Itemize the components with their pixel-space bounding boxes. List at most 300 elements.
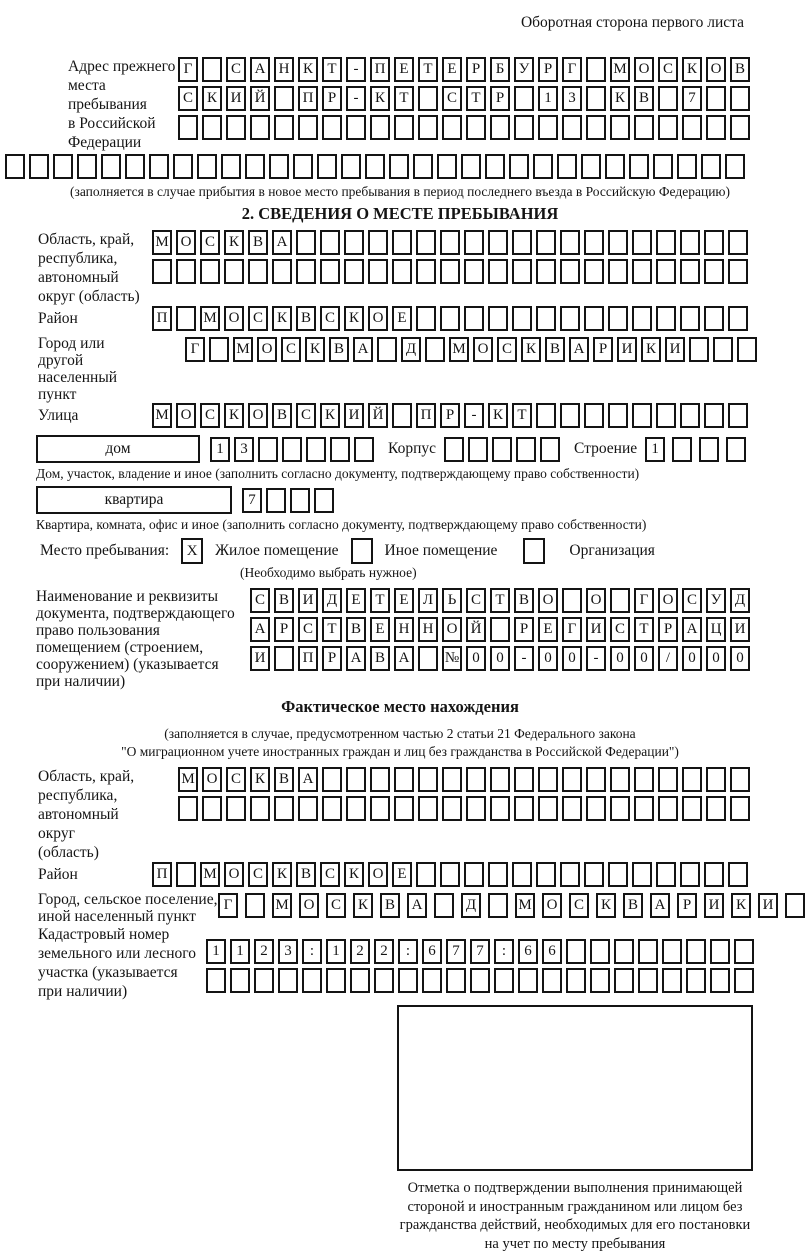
char-box-empty bbox=[584, 230, 604, 255]
char-box-empty bbox=[689, 337, 709, 362]
char-box-filled: С bbox=[298, 617, 318, 642]
char-box-filled: : bbox=[302, 939, 322, 964]
char-box-filled: 7 bbox=[446, 939, 466, 964]
char-box-empty bbox=[538, 115, 558, 140]
char-box-filled: 7 bbox=[242, 488, 262, 513]
char-box-filled: Д bbox=[322, 588, 342, 613]
char-box-empty bbox=[440, 306, 460, 331]
char-box-empty bbox=[586, 115, 606, 140]
char-box-filled: А bbox=[394, 646, 414, 671]
char-box-empty bbox=[562, 115, 582, 140]
text-line: (заполняется в случае, предусмотренном частью 2 статьи 21 Федерального закона bbox=[0, 725, 800, 743]
char-box-filled: И bbox=[586, 617, 606, 642]
char-box-empty bbox=[560, 403, 580, 428]
char-box-empty bbox=[464, 230, 484, 255]
text-line: Отметка о подтверждении выполнения принимающей bbox=[365, 1179, 785, 1198]
char-box-filled: В bbox=[370, 646, 390, 671]
char-box-empty bbox=[536, 862, 556, 887]
char-box-empty bbox=[677, 154, 697, 179]
char-box-filled: С bbox=[658, 57, 678, 82]
char-box-empty bbox=[209, 337, 229, 362]
ulitsa-field bbox=[0, 403, 800, 432]
char-box-empty bbox=[418, 646, 438, 671]
char-box-filled: Р bbox=[274, 617, 294, 642]
char-box-filled: 2 bbox=[254, 939, 274, 964]
char-box-filled: Е bbox=[394, 588, 414, 613]
char-box-empty bbox=[488, 306, 508, 331]
char-box-empty bbox=[330, 437, 350, 462]
char-box-empty bbox=[634, 115, 654, 140]
char-box-empty bbox=[706, 115, 726, 140]
char-box-filled: К bbox=[370, 86, 390, 111]
char-box-filled: В bbox=[545, 337, 565, 362]
char-box-empty bbox=[149, 154, 169, 179]
char-box-empty bbox=[202, 796, 222, 821]
char-box-empty bbox=[377, 337, 397, 362]
char-box-filled: 2 bbox=[350, 939, 370, 964]
char-box-filled: С bbox=[200, 403, 220, 428]
char-box-filled: 1 bbox=[230, 939, 250, 964]
char-box-empty bbox=[514, 796, 534, 821]
char-box-empty bbox=[490, 796, 510, 821]
char-box-empty bbox=[394, 115, 414, 140]
char-row bbox=[250, 646, 750, 671]
char-box-empty bbox=[440, 230, 460, 255]
char-box-empty bbox=[584, 403, 604, 428]
char-box-filled: Р bbox=[490, 86, 510, 111]
char-box-filled: П bbox=[370, 57, 390, 82]
char-box-filled: К bbox=[731, 893, 751, 918]
char-box-empty bbox=[488, 230, 508, 255]
kadastr-label bbox=[38, 925, 206, 1001]
char-box-filled: С bbox=[200, 230, 220, 255]
text-line: округ (область) bbox=[38, 287, 152, 306]
char-box-empty bbox=[706, 796, 726, 821]
char-box-filled: - bbox=[346, 57, 366, 82]
char-box-filled: С bbox=[248, 306, 268, 331]
oblast-label bbox=[38, 230, 152, 306]
house-box-label: дом bbox=[36, 435, 200, 463]
char-box-filled: К bbox=[641, 337, 661, 362]
char-box-empty bbox=[586, 57, 606, 82]
char-row bbox=[152, 403, 748, 428]
char-box-filled: 6 bbox=[542, 939, 562, 964]
text-line: "О миграционном учете иностранных граждан и лиц без гражданства в Российской Федерации") bbox=[0, 743, 800, 761]
char-box-filled: И bbox=[704, 893, 724, 918]
char-box-empty bbox=[610, 115, 630, 140]
char-box-empty bbox=[346, 796, 366, 821]
char-box-empty bbox=[440, 259, 460, 284]
char-box-filled: - bbox=[346, 86, 366, 111]
char-box-filled: М bbox=[152, 230, 172, 255]
char-box-empty bbox=[224, 259, 244, 284]
char-box-filled: О bbox=[658, 588, 678, 613]
char-box-filled: Е bbox=[392, 306, 412, 331]
house-note: Дом, участок, владение и иное (заполнить согласно документу, подтверждающему право собственности) bbox=[36, 465, 800, 483]
char-box-empty bbox=[202, 57, 222, 82]
char-box-filled: О bbox=[248, 403, 268, 428]
char-box-empty bbox=[516, 437, 536, 462]
char-box-empty bbox=[266, 488, 286, 513]
char-box-empty bbox=[728, 230, 748, 255]
char-box-filled: П bbox=[298, 646, 318, 671]
char-box-empty bbox=[608, 259, 628, 284]
char-box-empty bbox=[566, 939, 586, 964]
char-box-filled: В bbox=[248, 230, 268, 255]
option-inoe-label: Иное помещение bbox=[385, 542, 498, 560]
char-box-empty bbox=[326, 968, 346, 993]
char-box-filled: Р bbox=[322, 646, 342, 671]
char-box-filled: : bbox=[494, 939, 514, 964]
apartment-cells bbox=[242, 488, 334, 513]
char-box-empty bbox=[374, 968, 394, 993]
text-line: земельного или лесного bbox=[38, 944, 206, 963]
char-box-filled: 6 bbox=[422, 939, 442, 964]
char-box-filled: Г bbox=[178, 57, 198, 82]
char-box-empty bbox=[682, 796, 702, 821]
char-box-empty bbox=[101, 154, 121, 179]
char-box-empty bbox=[490, 767, 510, 792]
char-box-filled: М bbox=[272, 893, 292, 918]
char-box-empty bbox=[269, 154, 289, 179]
char-box-filled: К bbox=[488, 403, 508, 428]
char-box-filled: Р bbox=[538, 57, 558, 82]
char-box-empty bbox=[416, 862, 436, 887]
char-box-empty bbox=[490, 617, 510, 642]
char-box-filled: Г bbox=[562, 617, 582, 642]
char-box-filled: М bbox=[610, 57, 630, 82]
text-line: Адрес прежнего bbox=[68, 57, 178, 76]
char-box-filled: Т bbox=[634, 617, 654, 642]
char-row bbox=[206, 939, 754, 964]
char-box-empty bbox=[704, 230, 724, 255]
char-box-empty bbox=[250, 115, 270, 140]
char-box-empty bbox=[662, 939, 682, 964]
char-box-filled: А bbox=[650, 893, 670, 918]
char-box-empty bbox=[562, 588, 582, 613]
char-box-filled: К bbox=[250, 767, 270, 792]
text-line: Город, сельское поселение, bbox=[38, 891, 218, 908]
char-box-filled: Е bbox=[538, 617, 558, 642]
char-box-empty bbox=[178, 796, 198, 821]
char-box-empty bbox=[512, 862, 532, 887]
char-box-empty bbox=[586, 796, 606, 821]
char-box-empty bbox=[737, 337, 757, 362]
text-line: автономный bbox=[38, 268, 152, 287]
char-row bbox=[178, 86, 750, 111]
char-box-filled: О bbox=[224, 306, 244, 331]
char-box-empty bbox=[278, 968, 298, 993]
section2-title: 2. СВЕДЕНИЯ О МЕСТЕ ПРЕБЫВАНИЯ bbox=[0, 203, 800, 224]
char-box-empty bbox=[293, 154, 313, 179]
char-box-empty bbox=[437, 154, 457, 179]
char-box-filled: К bbox=[353, 893, 373, 918]
char-box-empty bbox=[658, 86, 678, 111]
char-box-filled: С bbox=[226, 767, 246, 792]
text-line: при наличии) bbox=[38, 982, 206, 1001]
text-line: участка (указывается bbox=[38, 963, 206, 982]
document-label bbox=[36, 588, 250, 690]
char-box-empty bbox=[468, 437, 488, 462]
char-box-filled: Т bbox=[370, 588, 390, 613]
char-box-filled: 0 bbox=[706, 646, 726, 671]
char-box-empty bbox=[392, 230, 412, 255]
char-row bbox=[250, 588, 750, 613]
char-box-filled: В bbox=[634, 86, 654, 111]
char-box-empty bbox=[610, 767, 630, 792]
char-box-empty bbox=[710, 939, 730, 964]
char-box-empty bbox=[512, 306, 532, 331]
char-box-filled: X bbox=[181, 538, 203, 564]
char-box-filled: В bbox=[329, 337, 349, 362]
char-box-empty bbox=[425, 337, 445, 362]
char-box-filled: К bbox=[224, 403, 244, 428]
char-box-empty bbox=[704, 306, 724, 331]
char-box-filled: Р bbox=[677, 893, 697, 918]
char-box-empty bbox=[632, 259, 652, 284]
char-box-empty bbox=[656, 862, 676, 887]
char-box-empty bbox=[434, 893, 454, 918]
char-box-empty bbox=[536, 403, 556, 428]
text-line: Федерации bbox=[68, 133, 178, 152]
char-box-empty bbox=[206, 968, 226, 993]
char-box-empty bbox=[608, 403, 628, 428]
char-box-filled: М bbox=[449, 337, 469, 362]
char-box-empty bbox=[656, 403, 676, 428]
char-box-filled: К bbox=[272, 306, 292, 331]
char-box-empty bbox=[368, 259, 388, 284]
char-box-empty bbox=[584, 306, 604, 331]
char-box-filled: О bbox=[442, 617, 462, 642]
char-box-empty bbox=[632, 230, 652, 255]
char-box-empty bbox=[176, 862, 196, 887]
char-box-filled: К bbox=[596, 893, 616, 918]
char-box-empty bbox=[562, 767, 582, 792]
char-box-filled: 0 bbox=[562, 646, 582, 671]
char-box-empty bbox=[466, 767, 486, 792]
char-box-empty bbox=[398, 968, 418, 993]
char-box-filled: С bbox=[569, 893, 589, 918]
char-box-filled: 0 bbox=[538, 646, 558, 671]
char-box-empty bbox=[734, 968, 754, 993]
oblast2-field bbox=[0, 767, 800, 862]
char-box-empty bbox=[29, 154, 49, 179]
char-box-empty bbox=[485, 154, 505, 179]
gorod2-field bbox=[0, 891, 800, 925]
char-box-filled: У bbox=[706, 588, 726, 613]
kadastr-field bbox=[0, 925, 800, 1001]
char-box-empty bbox=[682, 767, 702, 792]
char-box-empty bbox=[370, 767, 390, 792]
char-box-filled: - bbox=[464, 403, 484, 428]
text-line: Область, край, bbox=[38, 230, 152, 249]
char-box-empty bbox=[446, 968, 466, 993]
char-box-empty bbox=[536, 259, 556, 284]
char-box-empty bbox=[464, 306, 484, 331]
char-box-filled: О bbox=[706, 57, 726, 82]
char-box-filled: Л bbox=[418, 588, 438, 613]
char-row bbox=[152, 259, 748, 284]
document-field bbox=[0, 588, 800, 690]
char-box-filled: В bbox=[380, 893, 400, 918]
char-row bbox=[218, 893, 805, 918]
char-box-filled: 0 bbox=[490, 646, 510, 671]
raion2-field bbox=[0, 862, 800, 891]
char-box-filled: И bbox=[298, 588, 318, 613]
char-box-empty bbox=[514, 86, 534, 111]
char-box-filled: С bbox=[442, 86, 462, 111]
char-box-filled: С bbox=[250, 588, 270, 613]
char-box-empty bbox=[351, 538, 373, 564]
char-row bbox=[152, 862, 748, 887]
char-box-filled: О bbox=[368, 306, 388, 331]
char-box-empty bbox=[302, 968, 322, 993]
char-box-empty bbox=[562, 796, 582, 821]
char-box-empty bbox=[608, 306, 628, 331]
char-box-filled: Г bbox=[185, 337, 205, 362]
char-box-empty bbox=[662, 968, 682, 993]
char-box-filled: И bbox=[730, 617, 750, 642]
char-box-filled: А bbox=[682, 617, 702, 642]
char-box-empty bbox=[254, 968, 274, 993]
char-box-filled: 1 bbox=[206, 939, 226, 964]
char-box-filled: К bbox=[344, 862, 364, 887]
char-row bbox=[185, 337, 757, 362]
char-box-filled: Н bbox=[418, 617, 438, 642]
option-zhiloe-label: Жилое помещение bbox=[215, 542, 338, 560]
char-box-filled: Ь bbox=[442, 588, 462, 613]
char-box-empty bbox=[346, 115, 366, 140]
char-box-filled: Е bbox=[442, 57, 462, 82]
char-box-empty bbox=[658, 767, 678, 792]
char-box-filled: В bbox=[623, 893, 643, 918]
kadastr-rows bbox=[206, 939, 754, 997]
char-box-filled: В bbox=[274, 767, 294, 792]
char-box-filled: 7 bbox=[470, 939, 490, 964]
char-row bbox=[152, 230, 748, 255]
char-box-filled: 0 bbox=[730, 646, 750, 671]
text-line: населенный пункт bbox=[38, 369, 152, 403]
char-box-empty bbox=[422, 968, 442, 993]
char-box-empty bbox=[726, 437, 746, 462]
char-box-filled: А bbox=[407, 893, 427, 918]
char-box-empty bbox=[608, 862, 628, 887]
char-box-empty bbox=[586, 767, 606, 792]
apartment-row bbox=[36, 486, 800, 514]
char-box-filled: Д bbox=[401, 337, 421, 362]
char-box-filled: М bbox=[200, 306, 220, 331]
stroenie-cells bbox=[645, 437, 746, 462]
text-line: документа, подтверждающего bbox=[36, 605, 250, 622]
char-box-empty bbox=[514, 767, 534, 792]
char-box-empty bbox=[200, 259, 220, 284]
char-box-empty bbox=[590, 939, 610, 964]
char-box-empty bbox=[250, 796, 270, 821]
char-box-filled: И bbox=[617, 337, 637, 362]
char-row bbox=[178, 767, 750, 792]
char-box-filled: Т bbox=[466, 86, 486, 111]
char-box-filled: К bbox=[682, 57, 702, 82]
char-box-empty bbox=[282, 437, 302, 462]
char-box-empty bbox=[221, 154, 241, 179]
char-box-empty bbox=[488, 862, 508, 887]
char-box-empty bbox=[245, 154, 265, 179]
ulitsa-label: Улица bbox=[38, 403, 152, 428]
char-box-filled: Т bbox=[512, 403, 532, 428]
char-box-empty bbox=[322, 115, 342, 140]
char-box-empty bbox=[368, 230, 388, 255]
char-box-empty bbox=[344, 230, 364, 255]
char-box-empty bbox=[464, 259, 484, 284]
char-box-filled: 1 bbox=[210, 437, 230, 462]
char-box-empty bbox=[274, 646, 294, 671]
char-box-empty bbox=[560, 862, 580, 887]
char-box-filled: К bbox=[344, 306, 364, 331]
char-box-empty bbox=[704, 403, 724, 428]
char-box-filled: Р bbox=[593, 337, 613, 362]
text-line: автономный округ bbox=[38, 805, 155, 843]
char-box-empty bbox=[226, 796, 246, 821]
char-box-empty bbox=[470, 968, 490, 993]
char-box-empty bbox=[394, 767, 414, 792]
char-box-filled: К bbox=[610, 86, 630, 111]
char-box-empty bbox=[320, 259, 340, 284]
char-box-filled: 3 bbox=[562, 86, 582, 111]
char-box-filled: В bbox=[514, 588, 534, 613]
char-box-filled: Р bbox=[658, 617, 678, 642]
char-box-empty bbox=[418, 796, 438, 821]
char-box-filled: Е bbox=[394, 57, 414, 82]
oblast-rows bbox=[152, 230, 748, 288]
char-box-filled: Н bbox=[394, 617, 414, 642]
char-row bbox=[152, 306, 748, 331]
char-box-empty bbox=[322, 767, 342, 792]
char-box-filled: О bbox=[473, 337, 493, 362]
char-box-empty bbox=[538, 796, 558, 821]
char-box-empty bbox=[560, 230, 580, 255]
char-box-empty bbox=[566, 968, 586, 993]
char-box-empty bbox=[442, 767, 462, 792]
char-box-empty bbox=[394, 796, 414, 821]
char-box-empty bbox=[492, 437, 512, 462]
stamp-caption bbox=[365, 1179, 785, 1253]
char-box-empty bbox=[586, 86, 606, 111]
char-box-empty bbox=[680, 403, 700, 428]
char-box-empty bbox=[608, 230, 628, 255]
char-box-empty bbox=[53, 154, 73, 179]
char-box-empty bbox=[728, 403, 748, 428]
char-box-filled: И bbox=[758, 893, 778, 918]
prev-address-note: (заполняется в случае прибытия в новое место пребывания в период последнего въезда в Российскую Федерацию) bbox=[0, 183, 800, 201]
char-box-empty bbox=[274, 796, 294, 821]
char-box-empty bbox=[680, 862, 700, 887]
char-box-empty bbox=[258, 437, 278, 462]
stamp-area bbox=[365, 1005, 785, 1253]
korpus-cells bbox=[444, 437, 560, 462]
stamp-box bbox=[397, 1005, 753, 1171]
char-box-filled: 6 bbox=[518, 939, 538, 964]
char-box-empty bbox=[416, 259, 436, 284]
char-box-empty bbox=[370, 115, 390, 140]
char-box-filled: А bbox=[272, 230, 292, 255]
char-box-filled: П bbox=[152, 862, 172, 887]
char-row bbox=[178, 115, 750, 140]
char-box-filled: М bbox=[200, 862, 220, 887]
char-box-empty bbox=[350, 968, 370, 993]
char-box-empty bbox=[512, 259, 532, 284]
char-box-empty bbox=[610, 588, 630, 613]
char-box-empty bbox=[274, 115, 294, 140]
